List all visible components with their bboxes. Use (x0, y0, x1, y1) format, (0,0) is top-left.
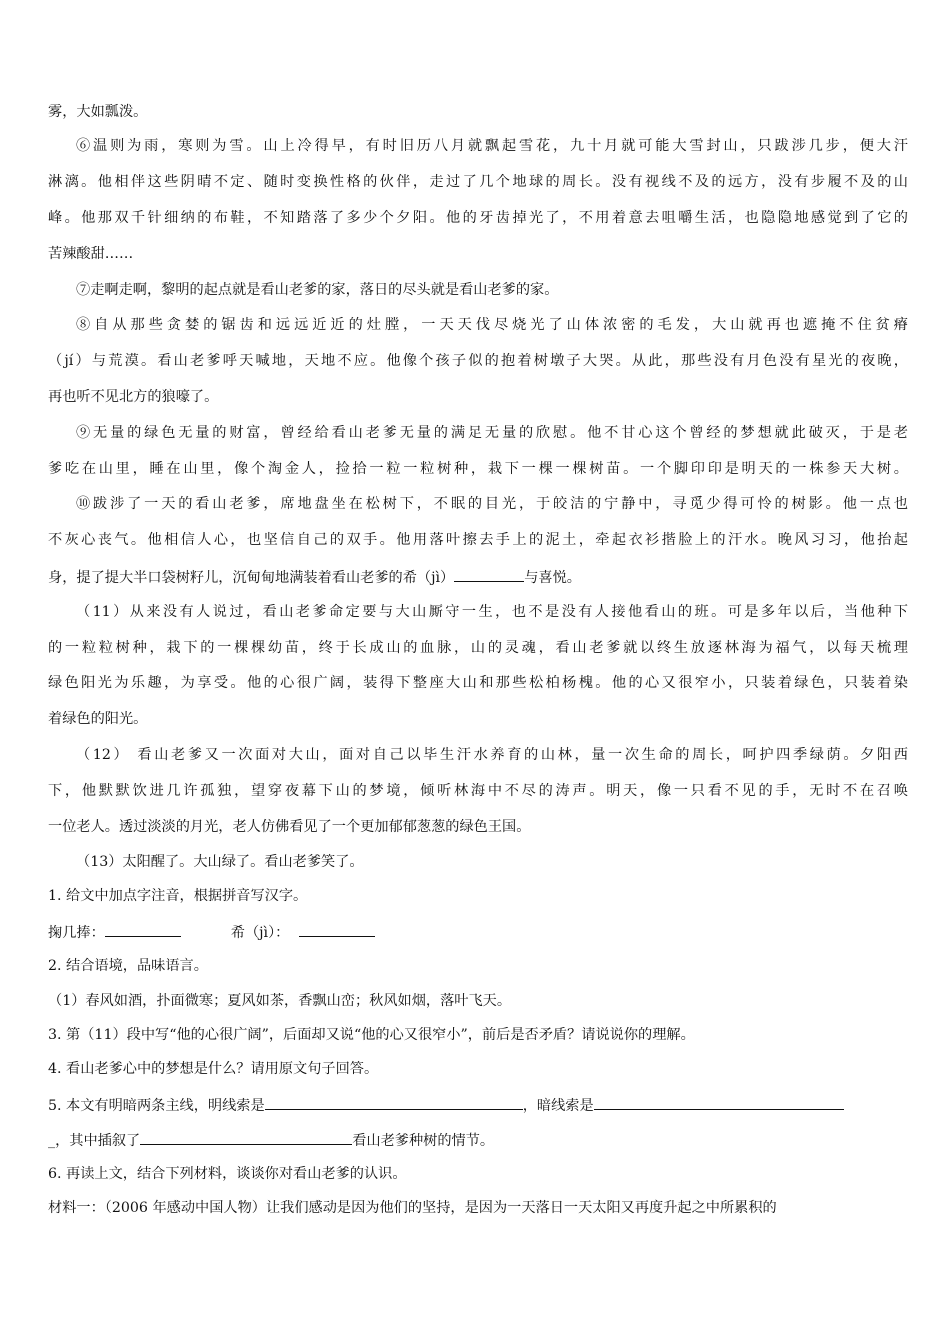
material-1: 材料一：（2006 年感动中国人物）让我们感动是因为他们的坚持，是因为一天落日一天太阳又再度升起之中所累积的 (48, 1200, 777, 1216)
paragraph-6-line: 苦辣酸甜…… (48, 246, 134, 262)
q1-b-blank[interactable] (299, 922, 375, 937)
q5-flashback-blank[interactable] (140, 1130, 352, 1145)
q1-b-label: 希（jì）： (230, 925, 290, 941)
paragraph-11-line: 着绿色的阳光。 (48, 711, 148, 727)
paragraph-9-line: ⑨无量的绿色无量的财富，曾经给看山老爹无量的满足无量的欣慰。他不甘心这个曾经的梦想就此破灭，于是老 (76, 425, 908, 441)
paragraph-9-line: 爹吃在山里，睡在山里，像个淘金人，捡拾一粒一粒树种，栽下一棵一棵树苗。一个脚印印是明天的一株参天大树。 (48, 461, 908, 477)
paragraph-10-text-end: 与喜悦。 (524, 570, 581, 586)
question-4: 4. 看山老爹心中的梦想是什么？请用原文句子回答。 (48, 1061, 379, 1077)
q1-a-label: 掬几捧： (48, 925, 105, 941)
paragraph-11-line: 的一粒粒树种，栽下的一棵棵幼苗，终于长成山的血脉，山的灵魂，看山老爹就以终生放逐林海为福气，以每天梳理 (48, 640, 908, 656)
paragraph-7: ⑦走啊走啊，黎明的起点就是看山老爹的家，落日的尽头就是看山老爹的家。 (76, 282, 559, 298)
paragraph-8-line: （jí）与荒漠。看山老爹呼天喊地，天地不应。他像个孩子似的抱着树墩子大哭。从此，那些没有月色没有星光的夜晚， (48, 353, 908, 369)
question-5-line-1 (48, 1095, 844, 1115)
paragraph-6-line: 淋漓。他相伴这些阴晴不定、随时变换性格的伙伴，走过了几个地球的周长。没有视线不及的远方，没有步履不及的山 (48, 174, 908, 190)
paragraph-10-text: 身，提了提大半口袋树籽儿，沉甸甸地满装着看山老爹的希（jì） (48, 570, 455, 586)
paragraph-10-line (48, 567, 908, 587)
paragraph-6-line: ⑥温则为雨，寒则为雪。山上冷得早，有时旧历八月就飘起雪花，九十月就可能大雪封山，只跋涉几步，便大汗 (76, 138, 908, 154)
fill-blank-ji[interactable] (454, 567, 524, 582)
paragraph-6-line: 峰。他那双千针细纳的布鞋，不知踏落了多少个夕阳。他的牙齿掉光了，不用着意去咀嚼生活，也隐隐地感觉到了它的 (48, 210, 908, 226)
q5-text-b: ，暗线索是 (522, 1098, 594, 1114)
question-5-line-2 (48, 1130, 494, 1150)
paragraph-12-line: 下，他默默饮进几许孤独，望穿夜幕下山的梦境，倾听林海中不尽的涛声。明天，像一只看不见的手，无时不在召唤 (48, 783, 908, 799)
paragraph-13: （13）太阳醒了。大山绿了。看山老爹笑了。 (76, 854, 364, 870)
paragraph-11-line: （11）从来没有人说过，看山老爹命定要与大山厮守一生，也不是没有人接他看山的班。可是多年以后，当他种下 (76, 604, 908, 620)
passage-line: 雾，大如瓢泼。 (48, 104, 148, 120)
paragraph-10-line: ⑩跋涉了一天的看山老爹，席地盘坐在松树下，不眠的目光，于皎洁的宁静中，寻觅少得可怜的树影。他一点也 (76, 496, 908, 512)
paragraph-12-line: （12） 看山老爹又一次面对大山，面对自己以毕生汗水养育的山林，量一次生命的周长，呵护四季绿荫。夕阳西 (76, 747, 908, 763)
question-2-item-1: （1）春风如酒，扑面微寒；夏风如茶，香飘山峦；秋风如烟，落叶飞天。 (48, 993, 512, 1009)
paragraph-10-line: 不灰心丧气。他相信人心，也坚信自己的双手。他用落叶擦去手上的泥土，牵起衣衫揩脸上的汗水。晚风习习，他抬起 (48, 532, 908, 548)
q1-a-blank[interactable] (105, 922, 181, 937)
q5-hidden-clue-blank[interactable] (594, 1095, 844, 1110)
question-6: 6. 再读上文，结合下列材料，谈谈你对看山老爹的认识。 (48, 1166, 407, 1182)
paragraph-8-line: ⑧自从那些贪婪的锯齿和远远近近的灶膛，一天天伐尽烧光了山体浓密的毛发，大山就再也遮掩不住贫瘠 (76, 317, 908, 333)
question-1-answers (48, 922, 375, 942)
q5-text-a: 5. 本文有明暗两条主线，明线索是 (48, 1098, 265, 1114)
paragraph-12-line: 一位老人。透过淡淡的月光，老人仿佛看见了一个更加郁郁葱葱的绿色王国。 (48, 819, 531, 835)
q5-text-d: 看山老爹种树的情节。 (352, 1133, 495, 1149)
q5-main-clue-blank[interactable] (265, 1095, 523, 1110)
question-1: 1. 给文中加点字注音，根据拼音写汉字。 (48, 888, 308, 904)
question-2: 2. 结合语境，品味语言。 (48, 958, 208, 974)
paragraph-11-line: 绿色阳光为乐趣，为享受。他的心很广阔，装得下整座大山和那些松柏杨槐。他的心又很窄小，只装着绿色，只装着染 (48, 675, 908, 691)
question-3: 3. 第（11）段中写“他的心很广阔”，后面却又说“他的心又很窄小”，前后是否矛盾？请说说你的理解。 (48, 1027, 695, 1043)
q5-text-c: _，其中插叙了 (48, 1133, 141, 1149)
paragraph-8-line: 再也听不见北方的狼嚎了。 (48, 389, 219, 405)
